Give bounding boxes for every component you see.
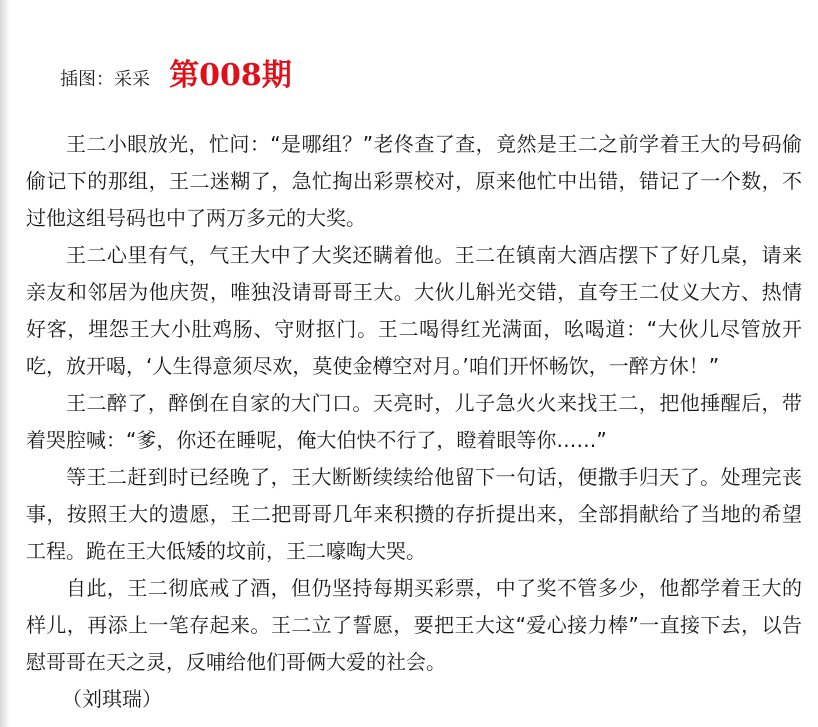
article-body	[26, 126, 802, 718]
issue-number: 第008期	[169, 58, 292, 93]
paragraph-5: 自此，王二彻底戒了酒，但仍坚持每期买彩票，中了奖不管多少，他都学着王大的样儿，再添上一笔存起来。王二立了誓愿，要把王大这“爱心接力棒”一直接下去，以告慰哥哥在天之灵，反哺给他们哥俩大爱的社会。	[26, 576, 802, 674]
paragraph-3: 王二醉了，醉倒在自家的大门口。天亮时，儿子急火火来找王二，把他捶醒后，带着哭腔喊：“爹，你还在睡呢，俺大伯快不行了，瞪着眼等你……”	[26, 391, 802, 452]
illustration-credit: 插图：采采	[60, 69, 150, 90]
paragraph-2: 王二心里有气，气王大中了大奖还瞒着他。王二在镇南大酒店摆下了好几桌，请来亲友和邻居为他庆贺，唯独没请哥哥王大。大伙儿斛光交错，直夸王二仗义大方、热情好客，埋怨王大小肚鸡肠、守财抠门。王二喝得红光满面，吆喝道：“大伙儿尽管放开吃，放开喝，‘人生得意须尽欢，莫使金樽空对月。’咱们开怀畅饮，一醉方休！”	[26, 243, 802, 378]
article-header	[60, 50, 292, 94]
paragraph-1: 王二小眼放光，忙问：“是哪组？”老佟查了查，竟然是王二之前学着王大的号码偷偷记下的那组，王二迷糊了，急忙掏出彩票校对，原来他忙中出错，错记了一个数，不过他这组号码也中了两万多元的大奖。	[26, 132, 802, 230]
paragraph-4: 等王二赶到时已经晚了，王大断断续续给他留下一句话，便撒手归天了。处理完丧事，按照王大的遗愿，王二把哥哥几年来积攒的存折提出来，全部捐献给了当地的希望工程。跪在王大低矮的坟前，王二嚎啕大哭。	[26, 465, 802, 563]
author-signature: （刘琪瑞）	[62, 687, 162, 711]
page-edge-shadow	[0, 0, 10, 727]
